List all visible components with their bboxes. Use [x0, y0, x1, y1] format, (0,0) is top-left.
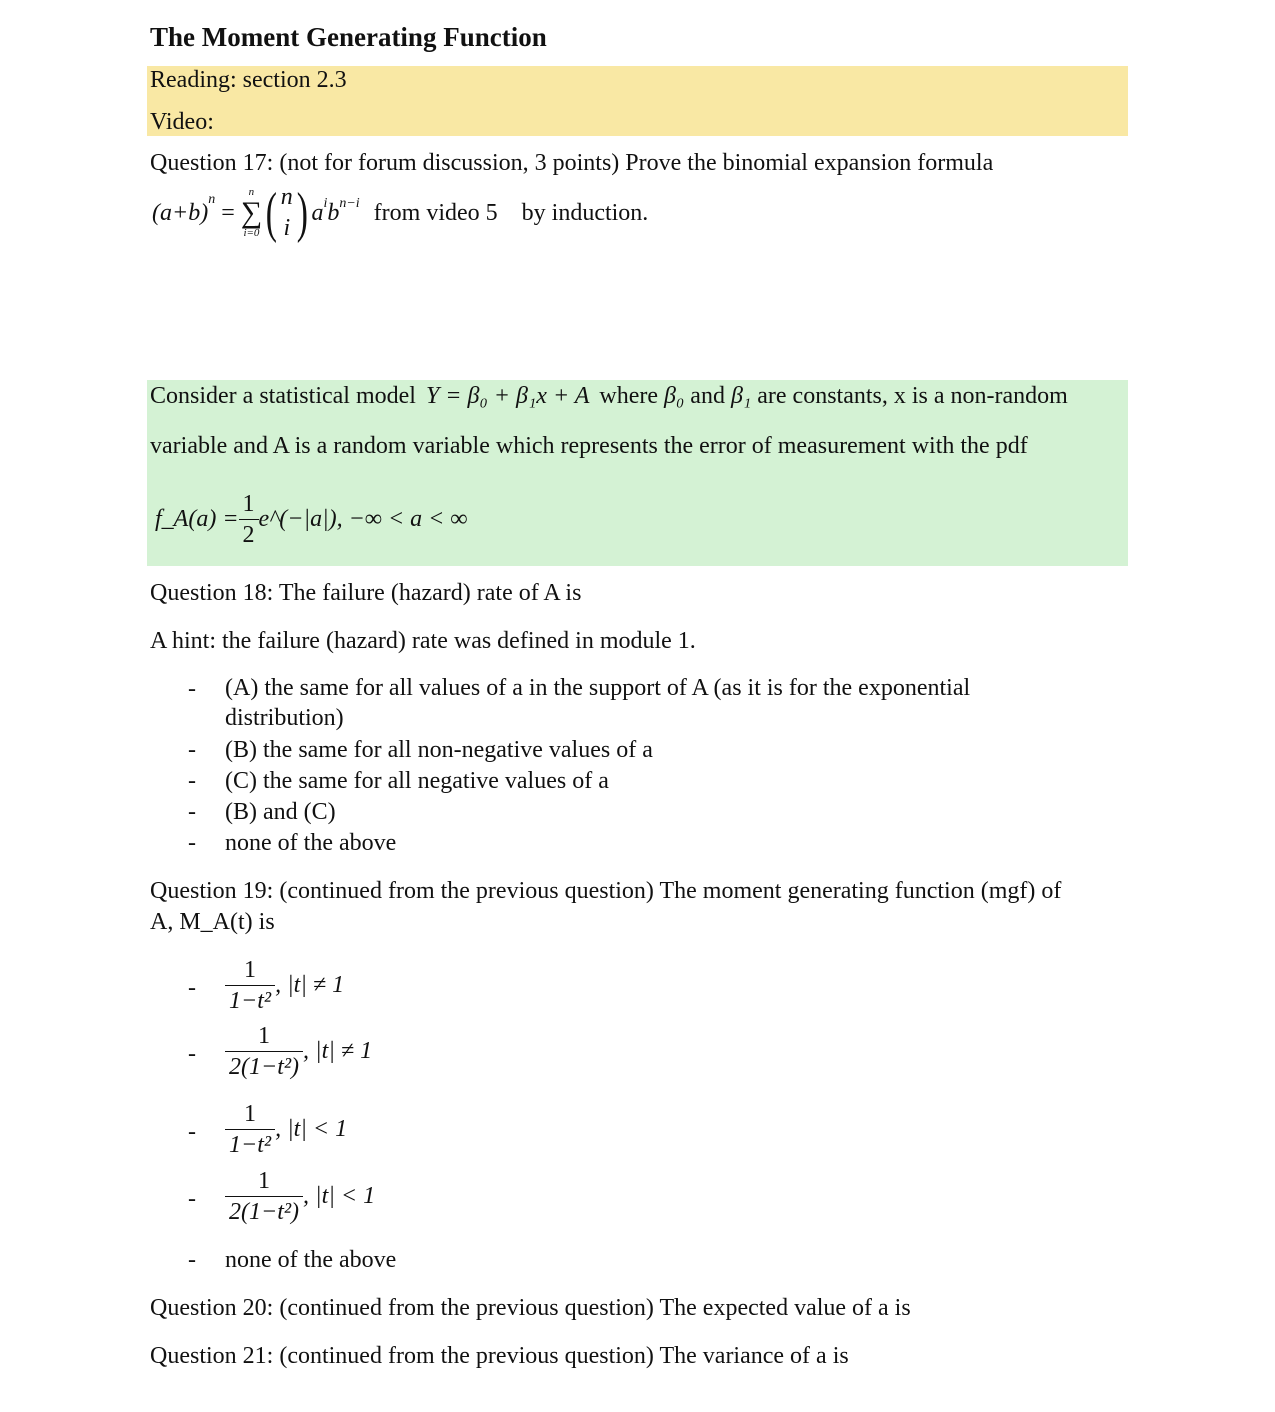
binom-bottom: i: [283, 215, 291, 241]
frac-num: 1: [244, 957, 257, 983]
q19-option-2: [225, 1024, 372, 1079]
bullet-dash: -: [188, 737, 196, 763]
q18-hint: A hint: the failure (hazard) rate was defined in module 1.: [150, 628, 696, 654]
model-text: Consider a statistical model: [150, 383, 416, 409]
sigma-bottom: i=0: [243, 227, 260, 239]
q18-option-d: (B) and (C): [225, 799, 336, 825]
q18-option-a: (A) the same for all values of a in the support of A (as it is for the exponential: [225, 675, 971, 701]
term-a: a: [311, 199, 324, 226]
pdf-den: 2: [239, 519, 259, 547]
bullet-dash: -: [188, 1186, 196, 1212]
q21-text: Question 21: (continued from the previous question) The variance of a is: [150, 1343, 849, 1369]
q20-text: Question 20: (continued from the previous question) The expected value of a is: [150, 1295, 911, 1321]
condition: , |t| < 1: [303, 1183, 376, 1209]
binom-top: n: [280, 183, 293, 210]
formula-exp: n: [208, 192, 216, 207]
binomial-formula: (a+b) $^n$ = n ∑ i=0 ( n i ) a $^i$ b $^{n-i}$ from video 5 by induction.: [152, 182, 649, 244]
beta0: β₀: [664, 383, 685, 409]
q18-text: Question 18: The failure (hazard) rate of A is: [150, 580, 582, 606]
bullet-dash: -: [188, 1247, 196, 1273]
q19-option-none: none of the above: [225, 1247, 397, 1273]
bullet-dash: -: [188, 1119, 196, 1145]
frac-den: 2(1−t²): [225, 1051, 303, 1079]
model-text: where: [599, 383, 658, 409]
condition: , |t| < 1: [275, 1116, 348, 1142]
bullet-dash: -: [188, 975, 196, 1001]
model-equation: Y = β₀ + β₁x + A: [425, 383, 590, 409]
term-b-exp: n−i: [339, 196, 360, 211]
q19-option-4: [225, 1169, 375, 1224]
q19-text: Question 19: (continued from the previous question) The moment generating function (mgf) of: [150, 878, 1062, 904]
q18-option-b: (B) the same for all non-negative values of a: [225, 737, 653, 763]
beta1: β₁: [730, 383, 752, 409]
q17-text: Question 17: (not for forum discussion, 3 points) Prove the binomial expansion formula: [150, 150, 994, 176]
sigma: [241, 187, 262, 239]
frac-den: 2(1−t²): [225, 1196, 303, 1224]
frac-den: 1−t²: [225, 985, 275, 1013]
model-line-2: variable and A is a random variable which represents the error of measurement with the pdf: [150, 433, 1028, 459]
condition: , |t| ≠ 1: [303, 1038, 373, 1064]
reading-text: Reading: section 2.3: [150, 67, 347, 93]
condition: , |t| ≠ 1: [275, 972, 345, 998]
sigma-symbol: ∑: [240, 196, 263, 229]
model-line-1: [150, 383, 1068, 410]
bullet-dash: -: [188, 799, 196, 825]
q19-option-1: [225, 958, 344, 1013]
pdf-lhs: f_A(a) =: [155, 506, 239, 532]
pdf-formula: [155, 492, 467, 547]
q18-option-a-cont: distribution): [225, 705, 344, 731]
q18-option-c: (C) the same for all negative values of a: [225, 768, 609, 794]
page-title: The Moment Generating Function: [150, 22, 547, 52]
frac-num: 1: [244, 1101, 257, 1127]
video-text: Video:: [150, 109, 214, 135]
bullet-dash: -: [188, 830, 196, 856]
term-a-exp: i: [323, 196, 328, 211]
bullet-dash: -: [188, 1041, 196, 1067]
equals: =: [221, 199, 235, 226]
model-text: and: [690, 383, 725, 409]
pdf-range: , −∞ < a < ∞: [336, 506, 468, 532]
frac-num: 1: [258, 1168, 271, 1194]
q18-option-e: none of the above: [225, 830, 397, 856]
model-text: are constants, x is a non-random: [757, 383, 1068, 409]
pdf-num: 1: [242, 491, 255, 517]
binomial-coefficient: [281, 182, 293, 244]
sigma-top: n: [248, 186, 255, 198]
bullet-dash: -: [188, 676, 196, 702]
pdf-fraction: [239, 492, 259, 547]
q19-option-3: [225, 1102, 347, 1157]
term-b: b: [327, 199, 340, 226]
formula-lhs: (a+b): [152, 199, 209, 226]
bullet-dash: -: [188, 768, 196, 794]
formula-suffix: from video 5 by induction.: [373, 199, 649, 226]
frac-num: 1: [258, 1023, 271, 1049]
pdf-exp: e^(−|a|): [258, 506, 337, 532]
frac-den: 1−t²: [225, 1129, 275, 1157]
q19-text-2: A, M_A(t) is: [150, 909, 275, 935]
